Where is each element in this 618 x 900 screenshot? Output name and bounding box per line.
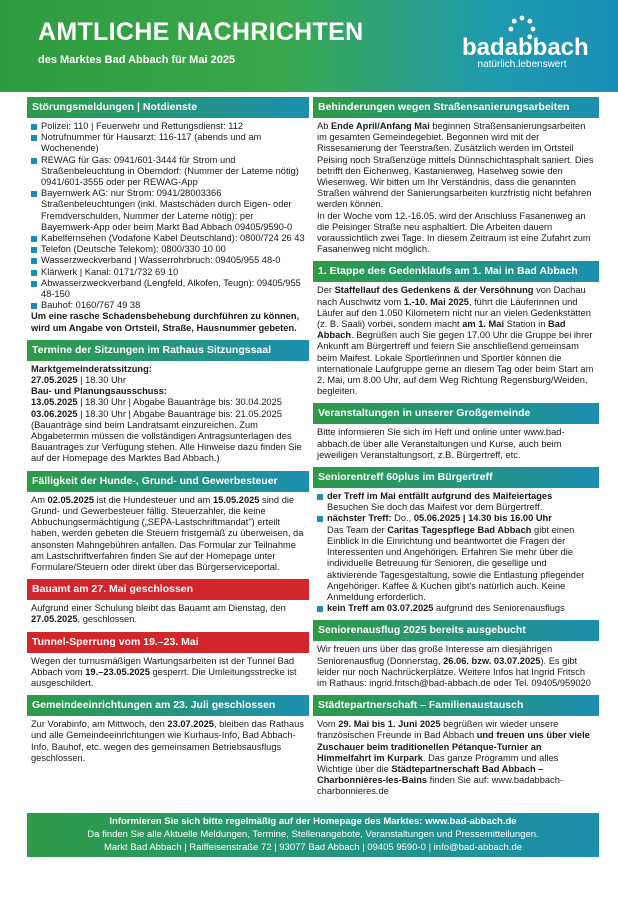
committee-date-2: 03.06.2025 | 18.30 Uhr | Abgabe Bauanträge bis: 21.05.2025	[31, 408, 282, 419]
bullet-icon	[31, 270, 37, 276]
section-bauamt	[31, 603, 305, 625]
partnership-text: Vom 29. Mai bis 1. Juni 2025 begrüßen wir wieder unsere französischen Freunde in Bad Abbach und freuen uns über viele Zuschauer beim traditionellen Pétanque-Turnier an Himmelfahrt im Kurpark. Das ganze Programm und alles Wichtige über die Städtepartnerschaft Bad Abbach – Charbonnières-les-Bains finden Sie auf: www.badabbach-charbonnieres.de	[317, 719, 590, 797]
bullet-icon	[317, 494, 323, 500]
section-strassen	[317, 121, 595, 255]
bullet-icon	[31, 124, 37, 130]
bullet-icon	[317, 516, 323, 522]
list-item: Polizei: 110 | Feuerwehr und Rettungsdienst: 112	[31, 121, 305, 132]
roads-text: Ab Ende April/Anfang Mai beginnen Straßensanierungsarbeiten im gesamten Gemeindegebiet. Begonnen wird mit der Rissesanierung der Teerstraßen. Zusätzlich werden im Ortsteil Peising noch Straßenzüge mittels Dünnschichtasphalt saniert. Dies betrifft den Eichenweg, Kastanienweg, Haselweg sowie den Wiesenweg. Wir bitten um Ihr Verständnis, dass die genannten Straßen während der Sanierungsarbeiten kurzfristig nicht befahren werden können.	[317, 121, 594, 210]
section-heading-steuer: Fälligkeit der Hunde-, Grund- und Gewerbesteuer	[27, 471, 309, 492]
section-notdienste	[31, 121, 305, 334]
bullet-icon	[31, 258, 37, 264]
list-item: Wasserzweckverband | Wasserrohrbruch: 09405/955 48-0	[31, 255, 305, 266]
section-heading-sitzungen: Termine der Sitzungen im Rathaus Sitzungssaal	[27, 340, 309, 361]
section-heading-ausflug: Seniorenausflug 2025 bereits ausgebucht	[313, 620, 599, 641]
logo-name: badabbach	[462, 34, 589, 61]
list-item: Bauhof: 0160/767 49 38	[31, 300, 305, 311]
section-ausflug	[317, 644, 595, 689]
section-gemeinde	[31, 719, 305, 764]
section-sitzungen	[31, 364, 305, 465]
run-text: Der Staffellauf des Gedenkens & der Versöhnung von Dachau nach Auschwitz vom 1.-10. Mai 2025, führt die Läuferinnen und Läufer auf den 1.050 Kilometern nicht nur an vielen Gedenkstätten (z. B. Saali) vorbei, sondern macht am 1. Mai Station in Bad Abbach. Begrüßen auch Sie gegen 17.00 Uhr die Gruppe bei ihrer Ankunft am Bürgertreff und feiern Sie anschließend gemeinsam beim Maifest. Lokale Sportlerinnen und Sportler können die internationale Laufgruppe gerne an diesem Tag oder beim Start am 2. Mai, um 8.00 Uhr, auf dem Weg Richtung Regensburg/Weiden, begleiten.	[317, 285, 594, 397]
list-item: Klärwerk | Kanal: 0171/732 69 10	[31, 267, 305, 278]
section-heading-tunnel: Tunnel-Sperrung vom 19.–23. Mai	[27, 632, 309, 653]
committee-date-1: 13.05.2025 | 18.30 Uhr | Abgabe Bauanträge bis: 30.04.2025	[31, 397, 282, 408]
section-heading-strassen: Behinderungen wegen Straßensanierungsarbeiten	[313, 97, 599, 118]
section-senioren	[317, 491, 595, 614]
list-item: Notrufnummer für Hausarzt: 116-117 (abends und am Wochenende)	[31, 132, 305, 154]
page-header	[0, 0, 618, 92]
list-item: kein Treff am 03.07.2025 aufgrund des Seniorenausflugs	[317, 603, 595, 614]
bullet-icon	[31, 158, 37, 164]
section-veranstaltungen	[317, 427, 595, 461]
gemeinde-text: Zur Vorabinfo, am Mittwoch, den 23.07.2025, bleiben das Rathaus und alle Gemeindeeinrichtungen wie Kurhaus-Info, Bad Abbach-Info, Bauhof, etc. wegen des gemeinsamen Betriebsausflugs geschlossen.	[31, 719, 304, 763]
left-column	[27, 97, 309, 770]
list-item: Bayernwerk AG: nur Strom: 0941/28003366 Straßenbeleuchtungen (inkl. Mastschäden durch Eigen- oder Fremdverschulden, Nummer der Laterne nötig): per Bayernwerk-App oder beim Markt Bad Abbach 09405/9590-0	[31, 188, 305, 233]
bauamt-text: Aufgrund einer Schulung bleibt das Bauamt am Dienstag, den 27.05.2025, geschlossen.	[31, 603, 286, 625]
bullet-icon	[31, 303, 37, 309]
logo-tagline: natürlich.lebenswert	[477, 59, 567, 70]
senior-list	[317, 491, 595, 614]
bad-abbach-logo	[462, 14, 589, 74]
committee-note: (Bauanträge sind beim Landratsamt einzureichen. Zum Abgabetermin müssen die vollständigen Antragsunterlagen des Bauantrages zur Verfügung stehen. Alle Hinweise dazu finden Sie auf der Homepage des Marktes Bad Abbach.)	[31, 419, 302, 464]
bullet-icon	[31, 236, 37, 242]
section-heading-senioren: Seniorentreff 60plus im Bürgertreff	[313, 467, 599, 488]
council-date: 27.05.2025 | 18.30 Uhr	[31, 375, 126, 386]
section-heading-notdienste: Störungsmeldungen | Notdienste	[27, 97, 309, 118]
bullet-icon	[31, 135, 37, 141]
page-subtitle: des Marktes Bad Abbach für Mai 2025	[38, 54, 236, 66]
section-heading-gedenklauf: 1. Etappe des Gedenklaufs am 1. Mai in Bad Abbach	[313, 261, 599, 282]
bullet-icon	[31, 191, 37, 197]
section-heading-veranstaltungen: Veranstaltungen in unserer Großgemeinde	[313, 403, 599, 424]
list-item: Kabelfernsehen (Vodafone Kabel Deutschland): 0800/724 26 43	[31, 233, 305, 244]
emergency-note: Um eine rasche Schadensbehebung durchführen zu können, wird um Angabe von Ortsteil, Straße, Hausnummer gebeten.	[31, 311, 300, 333]
list-item: REWAG für Gas: 0941/601-3444 für Strom und Straßenbeleuchtung in Oberndorf: (Nummer der Laterne nötig) 0941/601-3555 oder per REWAG-App	[31, 155, 305, 189]
emergency-list	[31, 121, 305, 311]
section-heading-partnerschaft: Städtepartnerschaft – Familienaustausch	[313, 695, 599, 716]
bullet-icon	[317, 606, 323, 612]
events-text: Bitte informieren Sie sich im Heft und online unter www.bad-abbach.de über alle Veranstaltungen und Kurse, auch beim jeweiligen Veranstaltungsort, z.B. Bürgertreff, etc.	[317, 427, 565, 460]
council-label: Marktgemeinderatssitzung:	[31, 363, 152, 374]
list-item: nächster Treff: Do., 05.06.2025 | 14.30 bis 16.00 Uhr Das Team der Caritas Tagespflege Bad Abbach gibt einen Einblick in die Einrichtung und beantwortet die Fragen der Interessenten und Angehörigen. Erfahren Sie mehr über die individuelle Betreuung für Senioren, die gesellige und aktivierende Tagesgestaltung, sowie die Entlastung pflegender Angehöriger. Kaffee & Kuchen gibt's natürlich auch. Keine Anmeldung erforderlich.	[317, 513, 595, 603]
right-column	[313, 97, 599, 804]
bullet-icon	[31, 281, 37, 287]
section-gedenklauf	[317, 285, 595, 397]
footer-address: Markt Bad Abbach | Raiffeisenstraße 72 | 93077 Bad Abbach | 09405 9590-0 | info@bad-abbach.de	[103, 842, 523, 853]
section-tunnel	[31, 656, 305, 690]
footer-homepage-link[interactable]: Informieren Sie sich bitte regelmäßig auf der Homepage des Marktes: www.bad-abbach.de	[109, 816, 517, 827]
section-heading-gemeinde: Gemeindeeinrichtungen am 23. Juli geschlossen	[27, 695, 309, 716]
page-footer	[27, 813, 599, 857]
section-heading-bauamt: Bauamt am 27. Mai geschlossen	[27, 579, 309, 600]
page-title: AMTLICHE NACHRICHTEN	[38, 18, 364, 46]
roads-text-2: In der Woche vom 12.-16.05. wird der Anschluss Fasanenweg an die Peisinger Straße neu asphaltiert. Die Arbeiten dauern voraussichtlich zwei Tage. In diesem Zeitraum ist eine Zufahrt zum Fasanenweg nicht möglich.	[317, 210, 591, 255]
committee-label: Bau- und Planungsausschuss:	[31, 386, 167, 397]
bullet-icon	[31, 247, 37, 253]
trip-text: Wir freuen uns über das große Interesse am diesjährigen Seniorenausflug (Donnerstag, 26.06. bzw. 03.07.2025). Es gibt leider nur noch Nachrückerplätze. Weitere Infos hat Ingrid Fritsch im Rathaus: ingrid.fritsch@bad-abbach.de oder Tel. 09405/959020	[317, 644, 591, 688]
tunnel-text: Wegen der turnusmäßigen Wartungsarbeiten ist der Tunnel Bad Abbach vom 19.–23.05.2025 gesperrt. Die Umleitungsstrecke ist ausgeschildert.	[31, 655, 297, 688]
section-partnerschaft	[317, 719, 595, 797]
list-item: Telefon (Deutsche Telekom): 0800/330 10 00	[31, 244, 305, 255]
list-item: Abwasserzweckverband (Lengfeld, Alkofen, Teugn): 09405/955 48-150	[31, 278, 305, 300]
footer-info: Da finden Sie alle Aktuelle Meldungen, Termine, Stellenangebote, Veranstaltungen und Pressemitteilungen.	[87, 829, 539, 840]
tax-text: Am 02.05.2025 ist die Hundesteuer und am 15.05.2025 sind die Grund- und Gewerbesteuer fällig. Steuerzahler, die keine Abbuchungsermächtigung („SEPA-Lastschriftmandat") erteilt haben, werden gebeten die Steuern fristgemäß zu überweisen, da ansonsten Mahngebühren anfallen. Das Formular zur Teilnahme am Lastschriftverfahren finden Sie auf der Homepage unter Formulare/Steuern oder direkt über das Bürgerserviceportal.	[31, 494, 304, 572]
list-item: der Treff im Mai entfällt aufgrund des Maifeiertages Besuchen Sie doch das Maifest vor dem Bürgertreff.	[317, 491, 595, 513]
section-steuer	[31, 495, 305, 573]
